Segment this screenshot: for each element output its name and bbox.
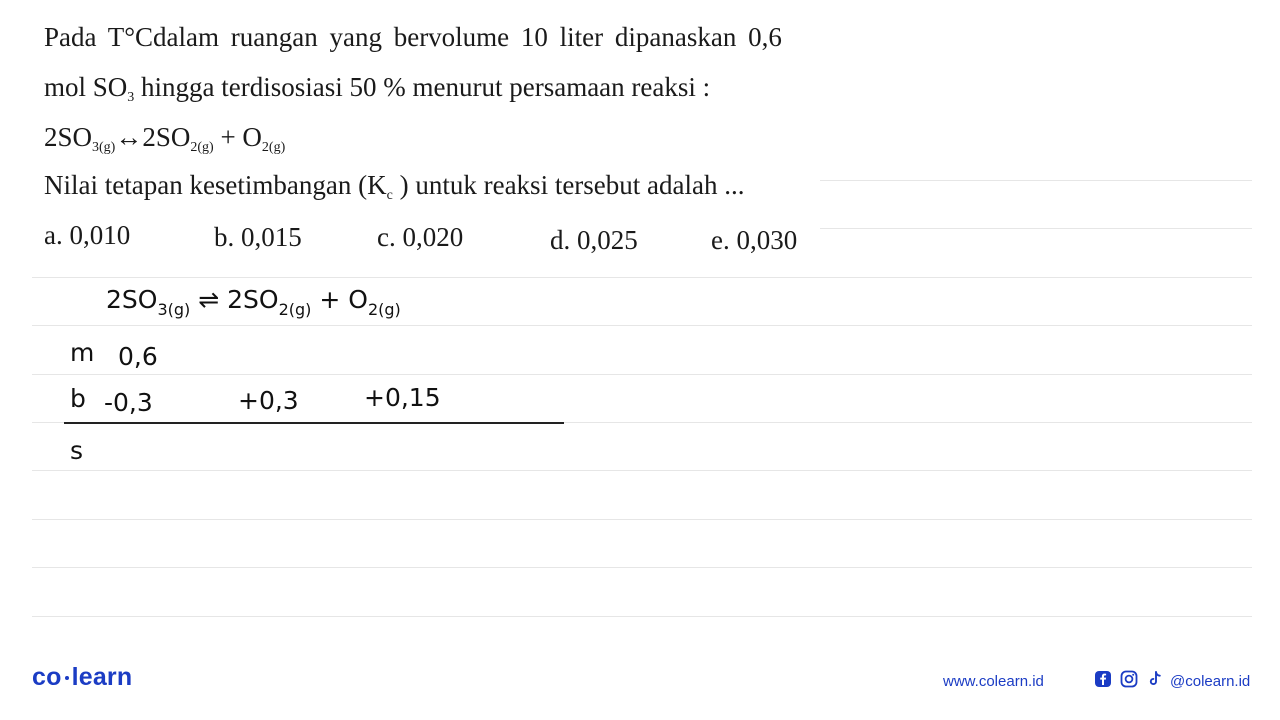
worked-equation: $2SO_{3(g)}$ ⇌ $2SO_{2(g)} + O_{2(g)}$: [106, 285, 401, 319]
ruled-line: [32, 374, 1252, 375]
tiktok-icon[interactable]: [1146, 670, 1164, 688]
sum-line: [64, 422, 564, 424]
colearn-logo: co learn: [32, 663, 133, 691]
option-d: d. 0,025: [550, 225, 638, 255]
reaction-equation: $2SO_{3(g)}\leftrightarrow 2SO_{2(g)} + O_{2(g)}$: [44, 122, 286, 155]
ruled-line: [32, 519, 1252, 520]
ruled-line: [32, 470, 1252, 471]
website-link[interactable]: www.colearn.id: [943, 673, 1044, 690]
so3-formula: $SO_3$: [92, 72, 135, 105]
question-prompt: Nilai tetapan kesetimbangan ($K_c$ ) untuk reaksi tersebut adalah ...: [44, 170, 745, 203]
question-line-2-end: hingga terdisosiasi 50 % menurut persamaan reaksi :: [141, 72, 711, 102]
social-handle[interactable]: @colearn.id: [1170, 673, 1251, 690]
row-b-o2: +0,15: [364, 383, 441, 412]
facebook-icon[interactable]: [1094, 670, 1112, 688]
social-icons: [1094, 670, 1164, 688]
ruled-line: [820, 180, 1252, 181]
row-m-label: m: [70, 338, 95, 367]
ruled-line: [32, 616, 1252, 617]
question-line-2: [44, 72, 710, 106]
option-c: c. 0,020: [377, 222, 464, 252]
option-e: e. 0,030: [711, 225, 798, 255]
instagram-icon[interactable]: [1120, 670, 1138, 688]
option-b: b. 0,015: [214, 222, 302, 252]
row-m-value: 0,6: [118, 342, 158, 371]
question-line-2-start: mol: [44, 72, 87, 102]
question-line-1: Pada T°Cdalam ruangan yang bervolume 10 liter dipanaskan 0,6: [44, 22, 782, 52]
row-s-label: s: [70, 436, 84, 465]
ruled-line: [32, 277, 1252, 278]
ruled-line: [32, 325, 1252, 326]
ruled-line: [32, 567, 1252, 568]
row-b-so3: -0,3: [104, 388, 153, 417]
option-a: a. 0,010: [44, 220, 131, 250]
row-b-so2: +0,3: [238, 386, 299, 415]
ruled-line: [820, 228, 1252, 229]
row-b-label: b: [70, 384, 86, 413]
